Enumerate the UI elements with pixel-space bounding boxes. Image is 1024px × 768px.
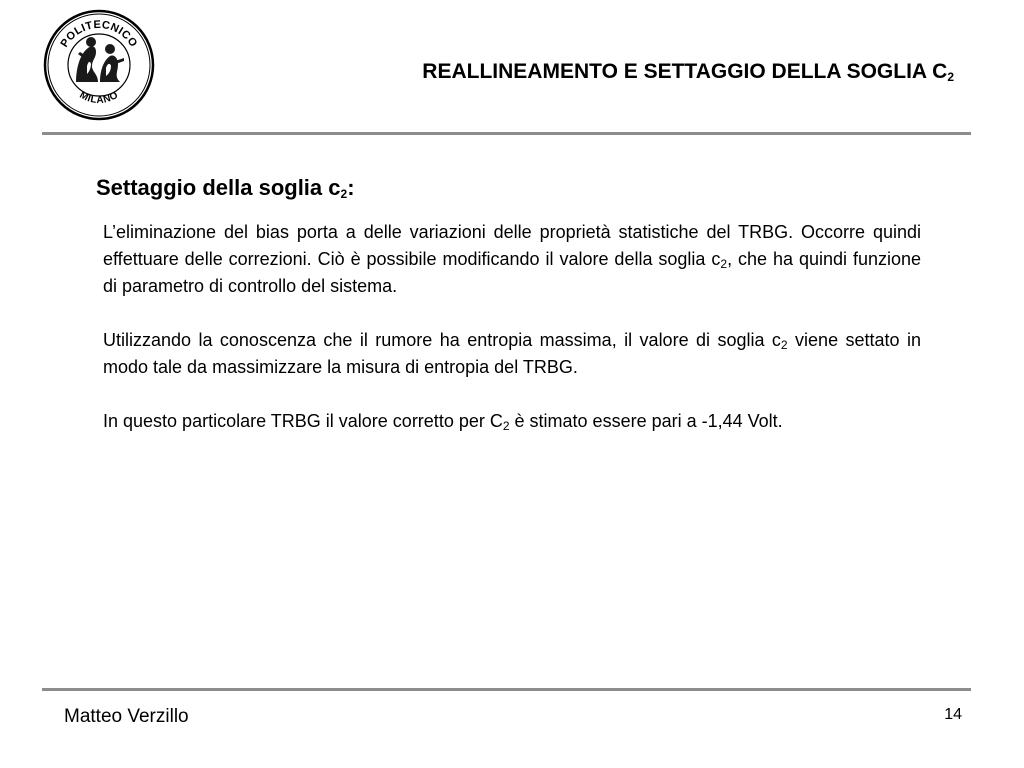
paragraph-entropy-text-a: Utilizzando la conoscenza che il rumore ha entropia massima, il valore di soglia c — [103, 330, 781, 350]
slide-title-subscript: 2 — [947, 70, 954, 84]
paragraph-bias — [103, 219, 921, 300]
footer-author: Matteo Verzillo — [64, 706, 189, 727]
paragraph-value-subscript: 2 — [502, 419, 510, 433]
logo-top-text: POLITECNICO — [58, 18, 140, 50]
paragraph-bias-text-a: L’eliminazione del bias porta a delle variazioni delle proprietà statistiche del TRBG. Occorre quindi effettuare delle correzioni. Ciò è possibile modificando il valore della soglia c — [103, 222, 921, 269]
section-heading — [96, 175, 355, 201]
slide-title — [422, 60, 954, 84]
footer-divider — [42, 688, 971, 691]
header-divider — [42, 132, 971, 135]
slide-title-text: REALLINEAMENTO E SETTAGGIO DELLA SOGLIA C — [422, 60, 948, 83]
slide-body — [103, 219, 921, 462]
section-heading-subscript: 2 — [340, 187, 348, 201]
logo-bottom-text: MILANO — [77, 89, 121, 107]
section-heading-text: Settaggio della soglia c — [96, 175, 341, 200]
politecnico-seal-icon — [42, 8, 156, 122]
paragraph-bias-subscript: 2 — [720, 257, 728, 271]
paragraph-value-text-b: è stimato essere pari a -1,44 Volt. — [509, 411, 783, 431]
section-heading-colon: : — [347, 175, 355, 200]
paragraph-entropy-text-b: viene settato in modo tale da massimizzare la misura di entropia del TRBG. — [103, 330, 921, 377]
page-number: 14 — [944, 706, 962, 723]
paragraph-entropy-subscript: 2 — [780, 338, 788, 352]
paragraph-bias-text-b: , che ha quindi funzione di parametro di controllo del sistema. — [103, 249, 921, 296]
paragraph-value — [103, 408, 921, 435]
paragraph-value-text-a: In questo particolare TRBG il valore corretto per C — [103, 411, 503, 431]
paragraph-entropy — [103, 327, 921, 381]
